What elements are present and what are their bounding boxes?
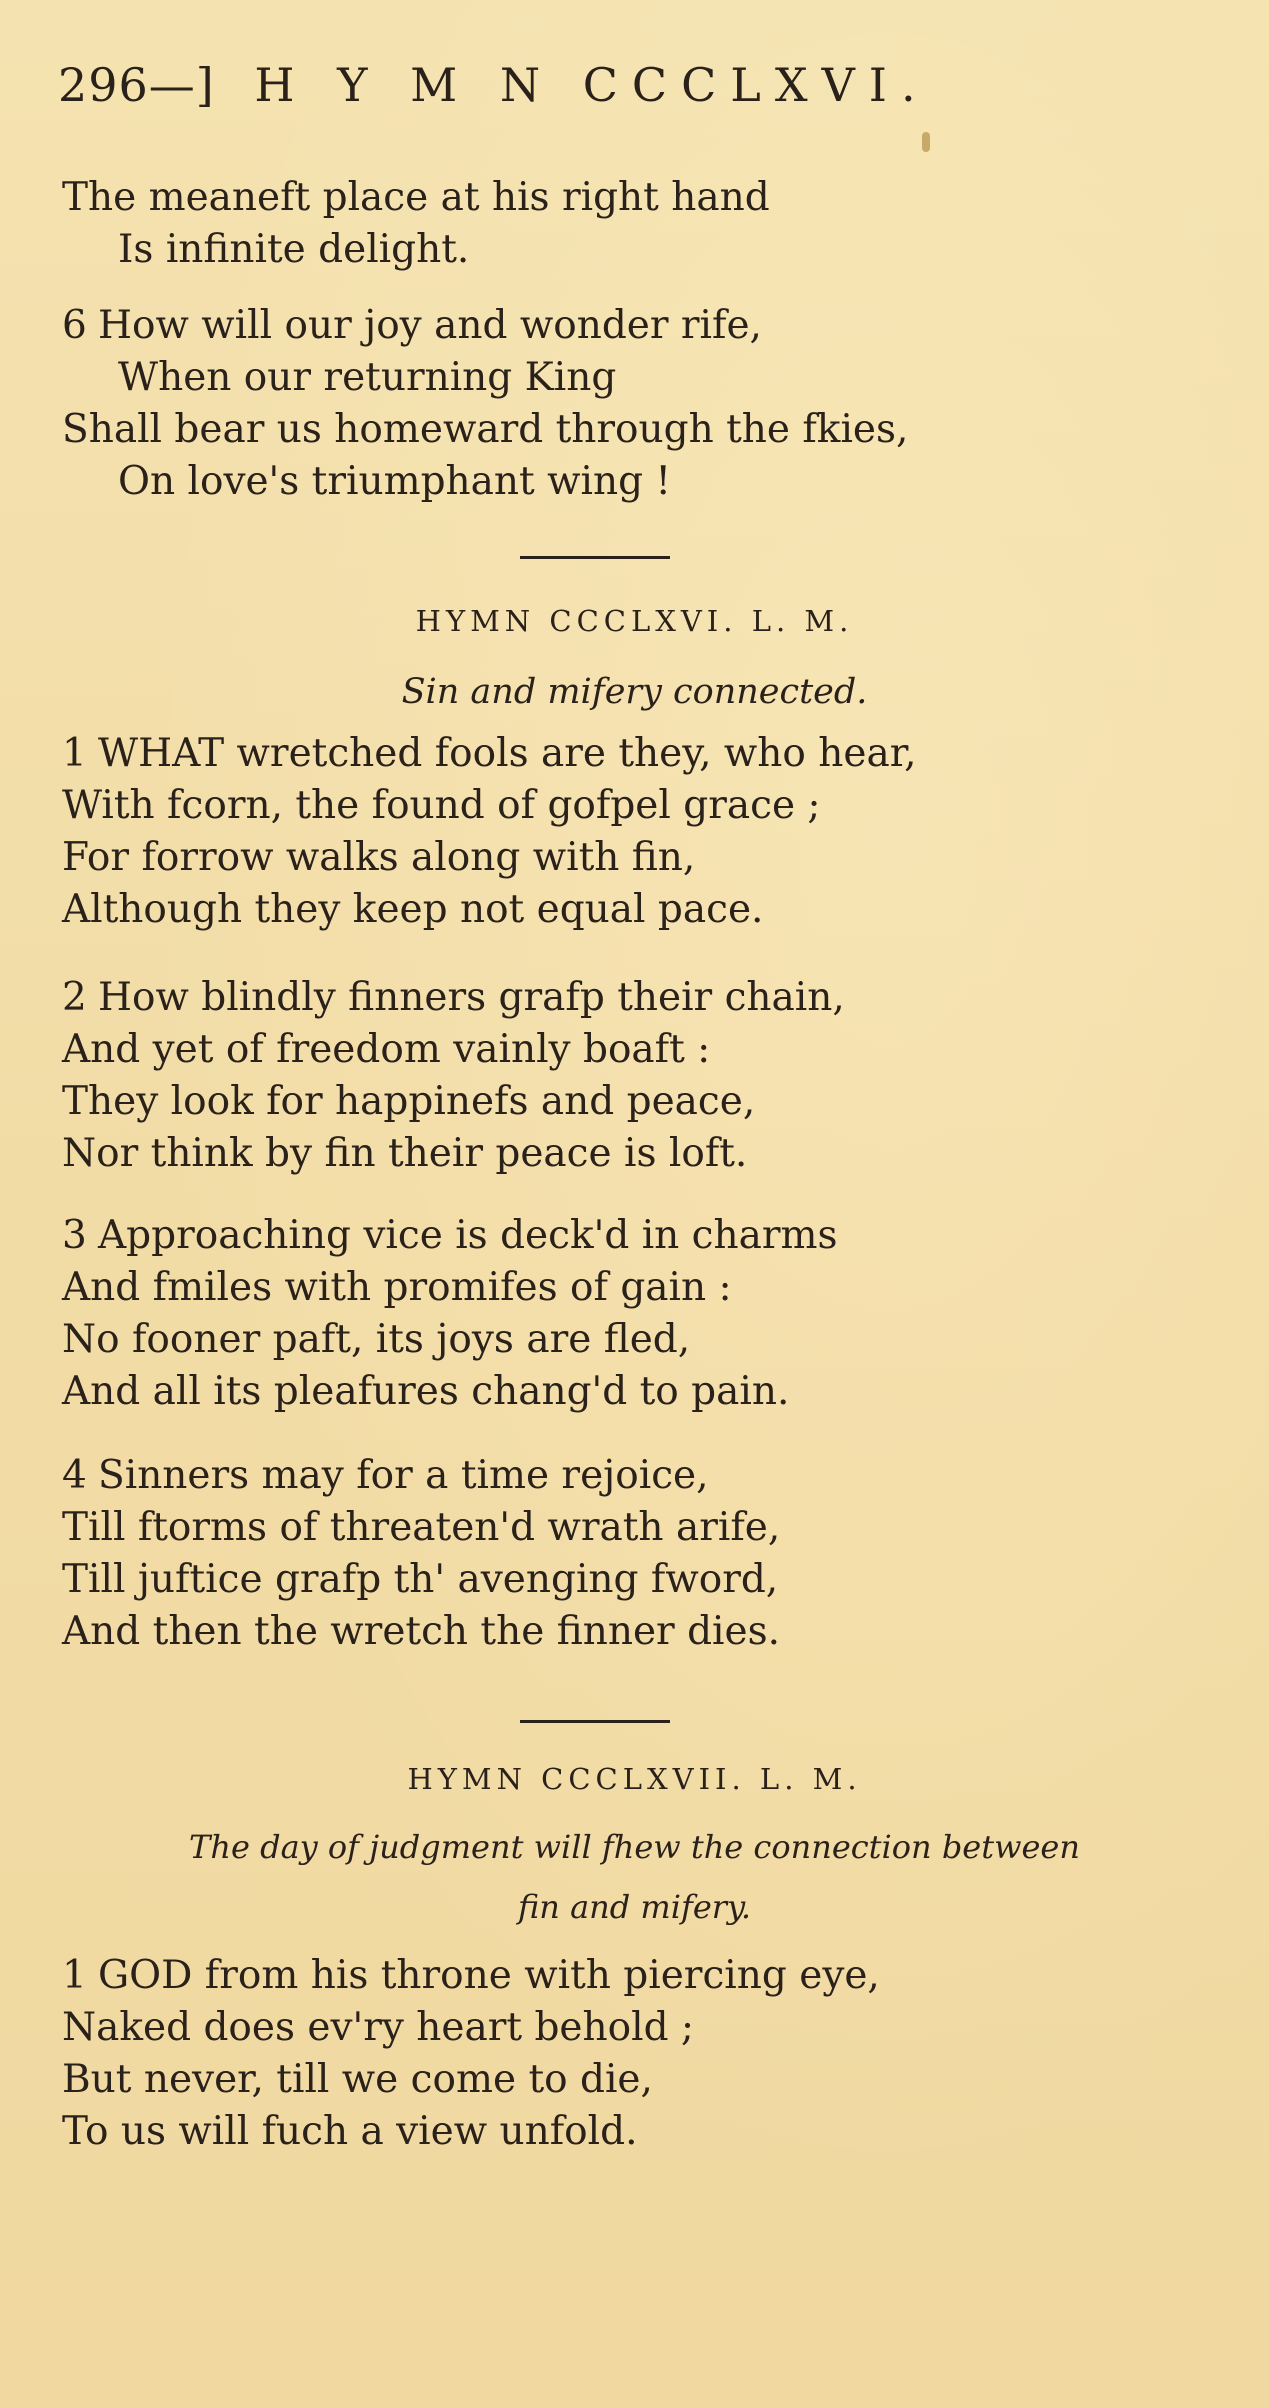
- verse-line: Is infinite delight.: [118, 227, 470, 272]
- verse-line: The meaneft place at his right hand: [62, 175, 770, 220]
- verse-continuation: [62, 172, 770, 276]
- verse-line: Till ftorms of threaten'd wrath arife,: [62, 1505, 781, 1550]
- verse-line: Nor think by fin their peace is loft.: [62, 1131, 748, 1176]
- verse-line: For forrow walks along with fin,: [62, 835, 696, 880]
- hymn-367-verse-1: [62, 1950, 880, 2158]
- hymn-subtitle-continued: fin and mifery.: [517, 1888, 752, 1926]
- page-header: [58, 58, 958, 112]
- verse-line: Till juftice grafp th' avenging fword,: [62, 1557, 779, 1602]
- verse-line: How will our joy and wonder rife,: [98, 303, 762, 348]
- hymn-366-verse-2: [62, 972, 845, 1180]
- verse-line: They look for happinefs and peace,: [62, 1079, 756, 1124]
- hymn-heading: HYMN CCCLXVI. L. M.: [415, 604, 854, 638]
- verse-number: 2: [62, 975, 87, 1020]
- verse-line: On love's triumphant wing !: [118, 459, 672, 504]
- hymn-subtitle: Sin and mifery connected.: [401, 672, 868, 712]
- verse-line: With fcorn, the found of gofpel grace ;: [62, 783, 821, 828]
- verse-line: Sinners may for a time rejoice,: [98, 1453, 709, 1498]
- verse-line: No fooner paft, its joys are fled,: [62, 1317, 691, 1362]
- hymn-366-verse-3: [62, 1210, 838, 1418]
- verse-line: And then the wretch the finner dies.: [62, 1609, 780, 1654]
- hymn-366-verse-1: [62, 728, 916, 936]
- verse-line: And yet of freedom vainly boaft :: [62, 1027, 711, 1072]
- verse-number: 4: [62, 1453, 87, 1498]
- verse-line: When our returning King: [118, 355, 617, 400]
- verse-line: Approaching vice is deck'd in charms: [98, 1213, 838, 1258]
- page-number: 296—]: [58, 58, 215, 112]
- verse-line: GOD from his throne with piercing eye,: [98, 1953, 880, 1998]
- verse-line: WHAT wretched fools are they, who hear,: [98, 731, 917, 776]
- section-divider: [520, 556, 670, 559]
- verse-number: 6: [62, 303, 87, 348]
- hymn-subtitle: The day of judgment will fhew the connection between: [189, 1828, 1080, 1866]
- verse-line: To us will fuch a view unfold.: [62, 2109, 638, 2154]
- verse-line: Naked does ev'ry heart behold ;: [62, 2005, 695, 2050]
- verse-number: 1: [62, 1953, 87, 1998]
- hymn-heading: HYMN CCCLXVII. L. M.: [407, 1762, 862, 1796]
- verse-line: Although they keep not equal pace.: [62, 887, 764, 932]
- verse-number: 1: [62, 731, 87, 776]
- section-divider: [520, 1720, 670, 1723]
- verse-line: How blindly finners grafp their chain,: [98, 975, 845, 1020]
- ink-mark: [922, 132, 930, 152]
- verse-number: 3: [62, 1213, 87, 1258]
- verse-line: But never, till we come to die,: [62, 2057, 653, 2102]
- verse-line: Shall bear us homeward through the fkies,: [62, 407, 909, 452]
- verse-line: And all its pleafures chang'd to pain.: [62, 1369, 790, 1414]
- running-title: H Y M N CCCLXVI.: [254, 58, 930, 112]
- verse-6: [62, 300, 908, 508]
- hymn-366-verse-4: [62, 1450, 780, 1658]
- verse-line: And fmiles with promifes of gain :: [62, 1265, 732, 1310]
